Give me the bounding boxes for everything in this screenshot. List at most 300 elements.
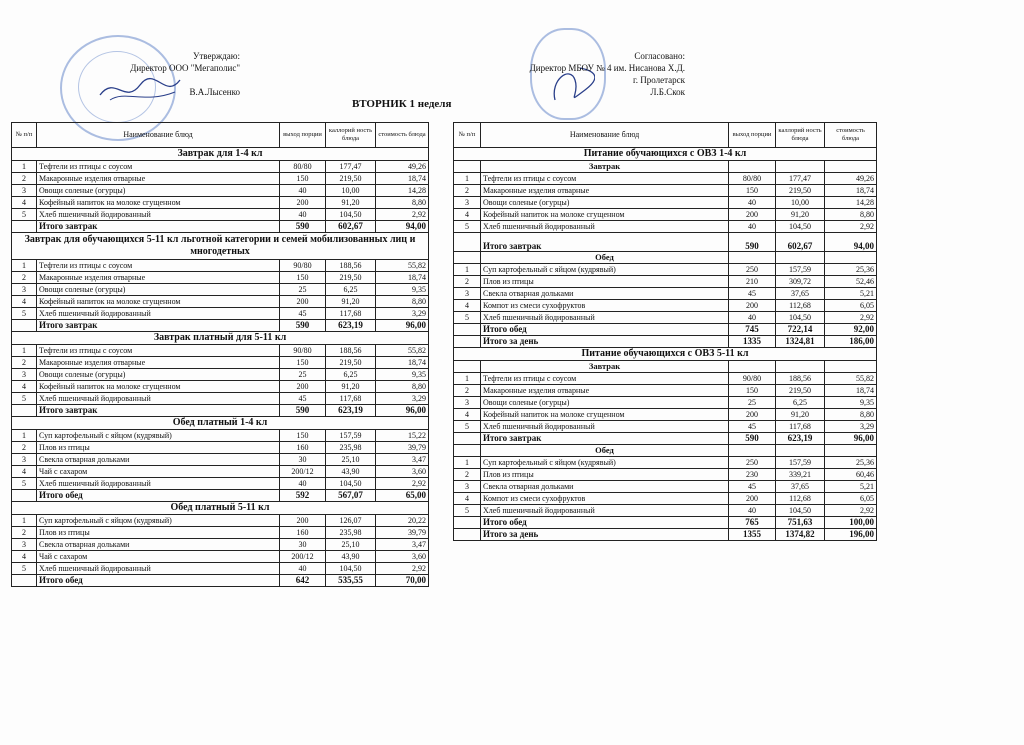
portion: 45	[729, 421, 776, 433]
table-row	[12, 209, 429, 221]
table-row	[12, 430, 429, 442]
cost: 3,29	[825, 421, 877, 433]
dish-name: Плов из птицы	[481, 276, 729, 288]
dish-name: Хлеб пшеничный йодированный	[37, 478, 280, 490]
row-num: 5	[12, 308, 37, 320]
table-row	[12, 381, 429, 393]
total-row	[12, 490, 429, 502]
table-row	[454, 397, 877, 409]
calories: 309,72	[776, 276, 825, 288]
calories: 339,21	[776, 469, 825, 481]
portion: 25	[280, 369, 326, 381]
section-title: Питание обучающихся с ОВЗ 5-11 кл	[454, 348, 877, 361]
calories: 112,68	[776, 300, 825, 312]
table-row	[454, 457, 877, 469]
calories: 219,50	[326, 272, 376, 284]
row-num: 1	[454, 373, 481, 385]
table-row	[12, 345, 429, 357]
table-row	[12, 173, 429, 185]
calories: 177,47	[776, 173, 825, 185]
table-row	[12, 539, 429, 551]
cost: 18,74	[376, 272, 429, 284]
dish-name: Компот из смеси сухофруктов	[481, 300, 729, 312]
cost: 60,46	[825, 469, 877, 481]
table-row	[12, 454, 429, 466]
approval-label: Утверждаю:	[192, 51, 240, 61]
cost: 18,74	[825, 385, 877, 397]
row-num: 3	[12, 454, 37, 466]
portion: 45	[280, 393, 326, 405]
dish-name: Овощи соленые (огурцы)	[37, 185, 280, 197]
calories: 6,25	[326, 369, 376, 381]
row-num: 4	[12, 466, 37, 478]
cost: 2,92	[376, 209, 429, 221]
section-title-row	[454, 148, 877, 161]
table-row	[454, 505, 877, 517]
portion: 160	[280, 527, 326, 539]
total-cost: 94,00	[376, 221, 429, 233]
portion: 45	[729, 481, 776, 493]
portion: 40	[280, 478, 326, 490]
dish-name: Чай с сахаром	[37, 551, 280, 563]
dish-name: Кофейный напиток на молоке сгущенном	[37, 197, 280, 209]
subsection-title: Завтрак	[481, 361, 729, 373]
table-header	[12, 123, 429, 148]
calories: 37,65	[776, 481, 825, 493]
row-num: 3	[12, 284, 37, 296]
table-row	[454, 409, 877, 421]
table-row	[12, 357, 429, 369]
table-row	[454, 373, 877, 385]
table-row	[454, 481, 877, 493]
dish-name: Овощи соленые (огурцы)	[481, 397, 729, 409]
table-row	[12, 296, 429, 308]
portion: 200	[280, 296, 326, 308]
portion: 210	[729, 276, 776, 288]
table-row	[12, 308, 429, 320]
total-portion: 590	[280, 221, 326, 233]
cost: 2,92	[825, 312, 877, 324]
table-row	[12, 197, 429, 209]
cost: 8,80	[825, 209, 877, 221]
total-label: Итого обед	[37, 490, 280, 502]
total-cost: 94,00	[825, 233, 877, 252]
calories: 43,90	[326, 466, 376, 478]
total-row	[12, 575, 429, 587]
approval-director: Директор ООО "Мегаполис"	[130, 63, 240, 73]
day-total-row	[454, 336, 877, 348]
cost: 15,22	[376, 430, 429, 442]
dish-name: Кофейный напиток на молоке сгущенном	[37, 296, 280, 308]
section-title: Завтрак платный для 5-11 кл	[12, 332, 429, 345]
table-row	[12, 527, 429, 539]
cost: 18,74	[376, 173, 429, 185]
subsection-row	[454, 361, 877, 373]
calories: 10,00	[776, 197, 825, 209]
portion: 90/80	[280, 345, 326, 357]
section-title-row	[12, 502, 429, 515]
calories: 6,25	[326, 284, 376, 296]
calories: 37,65	[776, 288, 825, 300]
total-portion: 592	[280, 490, 326, 502]
row-num: 5	[454, 421, 481, 433]
table-row	[454, 276, 877, 288]
col-out: выход порции	[729, 123, 776, 148]
table-row	[12, 272, 429, 284]
dish-name: Хлеб пшеничный йодированный	[37, 563, 280, 575]
row-num: 1	[454, 457, 481, 469]
cost: 39,79	[376, 527, 429, 539]
total-calories: 567,07	[326, 490, 376, 502]
calories: 91,20	[326, 296, 376, 308]
row-num: 3	[12, 185, 37, 197]
total-row	[12, 320, 429, 332]
cost: 49,26	[825, 173, 877, 185]
portion: 200	[729, 300, 776, 312]
total-portion: 765	[729, 517, 776, 529]
cost: 9,35	[825, 397, 877, 409]
table-row	[454, 185, 877, 197]
portion: 200/12	[280, 551, 326, 563]
dish-name: Кофейный напиток на молоке сгущенном	[37, 381, 280, 393]
calories: 91,20	[326, 381, 376, 393]
portion: 90/80	[729, 373, 776, 385]
dish-name: Макаронные изделия отварные	[481, 385, 729, 397]
col-cost: стоимость блюда	[825, 123, 877, 148]
row-num: 4	[12, 197, 37, 209]
table-row	[454, 173, 877, 185]
row-num: 2	[454, 276, 481, 288]
calories: 219,50	[776, 185, 825, 197]
cost: 6,05	[825, 300, 877, 312]
table-row	[12, 515, 429, 527]
calories: 157,59	[776, 264, 825, 276]
table-row	[454, 312, 877, 324]
calories: 25,10	[326, 454, 376, 466]
row-num: 4	[12, 551, 37, 563]
day-total-row	[454, 529, 877, 541]
portion: 45	[729, 288, 776, 300]
total-calories: 1324,81	[776, 336, 825, 348]
row-num: 3	[454, 288, 481, 300]
agreement-city: г. Пролетарск	[633, 75, 685, 85]
total-cost: 96,00	[376, 405, 429, 417]
total-calories: 623,19	[326, 320, 376, 332]
row-num: 2	[12, 527, 37, 539]
dish-name: Макаронные изделия отварные	[481, 185, 729, 197]
table-row	[454, 197, 877, 209]
dish-name: Суп картофельный с яйцом (кудрявый)	[37, 430, 280, 442]
total-cost: 100,00	[825, 517, 877, 529]
col-cal: каллорий ность блюда	[326, 123, 376, 148]
total-label: Итого за день	[481, 529, 729, 541]
cost: 14,28	[825, 197, 877, 209]
menu-table-right	[453, 122, 877, 541]
table-row	[12, 260, 429, 272]
cost: 55,82	[825, 373, 877, 385]
portion: 250	[729, 457, 776, 469]
section-title: Обед платный 1-4 кл	[12, 417, 429, 430]
row-num: 2	[12, 173, 37, 185]
total-calories: 623,19	[776, 433, 825, 445]
row-num: 5	[454, 312, 481, 324]
calories: 10,00	[326, 185, 376, 197]
row-num: 5	[12, 563, 37, 575]
row-num: 1	[12, 345, 37, 357]
calories: 188,56	[776, 373, 825, 385]
portion: 150	[280, 357, 326, 369]
row-num: 3	[454, 397, 481, 409]
dish-name: Хлеб пшеничный йодированный	[37, 393, 280, 405]
row-num: 2	[454, 385, 481, 397]
dish-name: Плов из птицы	[37, 442, 280, 454]
portion: 40	[280, 209, 326, 221]
total-label: Итого завтрак	[37, 405, 280, 417]
total-cost: 92,00	[825, 324, 877, 336]
dish-name: Тефтели из птицы с соусом	[37, 161, 280, 173]
calories: 188,56	[326, 345, 376, 357]
row-num: 5	[454, 505, 481, 517]
cost: 3,60	[376, 551, 429, 563]
total-portion: 590	[729, 233, 776, 252]
total-row	[454, 433, 877, 445]
table-row	[454, 385, 877, 397]
calories: 25,10	[326, 539, 376, 551]
section-title: Обед платный 5-11 кл	[12, 502, 429, 515]
table-row	[12, 393, 429, 405]
calories: 157,59	[326, 430, 376, 442]
total-portion: 590	[280, 405, 326, 417]
cost: 18,74	[825, 185, 877, 197]
dish-name: Суп картофельный с яйцом (кудрявый)	[481, 457, 729, 469]
table-row	[12, 478, 429, 490]
total-label: Итого завтрак	[481, 233, 729, 252]
calories: 104,50	[326, 478, 376, 490]
portion: 160	[280, 442, 326, 454]
calories: 6,25	[776, 397, 825, 409]
cost: 3,60	[376, 466, 429, 478]
row-num: 1	[12, 430, 37, 442]
calories: 104,50	[326, 563, 376, 575]
table-row	[454, 300, 877, 312]
section-title-row	[454, 348, 877, 361]
total-label: Итого завтрак	[481, 433, 729, 445]
total-label: Итого за день	[481, 336, 729, 348]
table-row	[454, 221, 877, 233]
approval-block	[90, 50, 240, 98]
dish-name: Хлеб пшеничный йодированный	[37, 308, 280, 320]
total-calories: 602,67	[776, 233, 825, 252]
table-row	[454, 469, 877, 481]
dish-name: Макаронные изделия отварные	[37, 173, 280, 185]
total-row	[454, 517, 877, 529]
section-title-row	[12, 148, 429, 161]
calories: 104,50	[326, 209, 376, 221]
row-num: 2	[12, 272, 37, 284]
total-row	[12, 405, 429, 417]
row-num: 1	[12, 515, 37, 527]
dish-name: Тефтели из птицы с соусом	[37, 260, 280, 272]
total-calories: 623,19	[326, 405, 376, 417]
col-name: Наименование блюд	[37, 123, 280, 148]
calories: 235,98	[326, 527, 376, 539]
dish-name: Овощи соленые (огурцы)	[37, 369, 280, 381]
dish-name: Свекла отварная дольками	[481, 288, 729, 300]
col-cal: каллорий ность блюда	[776, 123, 825, 148]
portion: 40	[729, 312, 776, 324]
dish-name: Хлеб пшеничный йодированный	[481, 312, 729, 324]
cost: 2,92	[825, 221, 877, 233]
total-label: Итого завтрак	[37, 221, 280, 233]
row-num: 2	[454, 185, 481, 197]
calories: 43,90	[326, 551, 376, 563]
row-num: 4	[454, 409, 481, 421]
cost: 20,22	[376, 515, 429, 527]
calories: 219,50	[776, 385, 825, 397]
cost: 8,80	[376, 381, 429, 393]
row-num: 2	[12, 357, 37, 369]
agreement-director: Директор МБОУ № 4 им. Нисанова Х.Д.	[529, 63, 685, 73]
calories: 157,59	[776, 457, 825, 469]
total-portion: 590	[280, 320, 326, 332]
row-num: 2	[454, 469, 481, 481]
cost: 49,26	[376, 161, 429, 173]
cost: 14,28	[376, 185, 429, 197]
calories: 188,56	[326, 260, 376, 272]
total-portion: 1355	[729, 529, 776, 541]
dish-name: Кофейный напиток на молоке сгущенном	[481, 409, 729, 421]
cost: 9,35	[376, 284, 429, 296]
cost: 3,47	[376, 539, 429, 551]
calories: 219,50	[326, 357, 376, 369]
dish-name: Плов из птицы	[37, 527, 280, 539]
calories: 104,50	[776, 505, 825, 517]
dish-name: Тефтели из птицы с соусом	[37, 345, 280, 357]
portion: 40	[729, 505, 776, 517]
portion: 200	[280, 381, 326, 393]
calories: 117,68	[326, 308, 376, 320]
portion: 200	[280, 197, 326, 209]
cost: 55,82	[376, 260, 429, 272]
calories: 177,47	[326, 161, 376, 173]
total-portion: 590	[729, 433, 776, 445]
dish-name: Свекла отварная дольками	[481, 481, 729, 493]
calories: 117,68	[776, 421, 825, 433]
calories: 219,50	[326, 173, 376, 185]
portion: 200	[729, 209, 776, 221]
total-cost: 65,00	[376, 490, 429, 502]
portion: 25	[729, 397, 776, 409]
cost: 55,82	[376, 345, 429, 357]
row-num: 4	[12, 381, 37, 393]
calories: 104,50	[776, 312, 825, 324]
calories: 235,98	[326, 442, 376, 454]
calories: 91,20	[326, 197, 376, 209]
row-num: 4	[454, 493, 481, 505]
col-cost: стоимость блюда	[376, 123, 429, 148]
row-num: 5	[12, 393, 37, 405]
subsection-title: Обед	[481, 252, 729, 264]
table-row	[12, 551, 429, 563]
dish-name: Макаронные изделия отварные	[37, 272, 280, 284]
subsection-title: Завтрак	[481, 161, 729, 173]
row-num: 1	[12, 161, 37, 173]
row-num: 4	[454, 300, 481, 312]
portion: 30	[280, 454, 326, 466]
cost: 2,92	[825, 505, 877, 517]
table-row	[12, 161, 429, 173]
section-title-row	[12, 233, 429, 260]
dish-name: Хлеб пшеничный йодированный	[481, 221, 729, 233]
subsection-row	[454, 445, 877, 457]
page-title: ВТОРНИК 1 неделя	[352, 98, 452, 110]
agreement-label: Согласовано:	[634, 51, 685, 61]
cost: 3,29	[376, 393, 429, 405]
calories: 126,07	[326, 515, 376, 527]
portion: 40	[280, 185, 326, 197]
section-title: Питание обучающихся с ОВЗ 1-4 кл	[454, 148, 877, 161]
dish-name: Чай с сахаром	[37, 466, 280, 478]
dish-name: Свекла отварная дольками	[37, 539, 280, 551]
cost: 3,29	[376, 308, 429, 320]
row-num: 5	[12, 478, 37, 490]
subsection-title: Обед	[481, 445, 729, 457]
portion: 150	[280, 272, 326, 284]
agreement-signer: Л.Б.Скок	[650, 87, 685, 97]
subsection-row	[454, 252, 877, 264]
cost: 8,80	[376, 197, 429, 209]
row-num: 3	[454, 197, 481, 209]
cost: 52,46	[825, 276, 877, 288]
row-num: 3	[454, 481, 481, 493]
portion: 30	[280, 539, 326, 551]
portion: 45	[280, 308, 326, 320]
portion: 250	[729, 264, 776, 276]
dish-name: Суп картофельный с яйцом (кудрявый)	[481, 264, 729, 276]
row-num: 2	[12, 442, 37, 454]
table-row	[12, 369, 429, 381]
cost: 2,92	[376, 478, 429, 490]
row-num: 5	[12, 209, 37, 221]
portion: 200	[729, 409, 776, 421]
approval-signer: В.А.Лысенко	[189, 87, 240, 97]
table-row	[12, 442, 429, 454]
row-num: 1	[454, 264, 481, 276]
table-row	[12, 466, 429, 478]
agreement-block	[505, 50, 685, 98]
calories: 112,68	[776, 493, 825, 505]
total-row	[12, 221, 429, 233]
calories: 91,20	[776, 409, 825, 421]
table-row	[454, 493, 877, 505]
dish-name: Суп картофельный с яйцом (кудрявый)	[37, 515, 280, 527]
portion: 40	[280, 563, 326, 575]
portion: 200/12	[280, 466, 326, 478]
dish-name: Плов из птицы	[481, 469, 729, 481]
table-row	[12, 284, 429, 296]
table-header	[454, 123, 877, 148]
dish-name: Овощи соленые (огурцы)	[37, 284, 280, 296]
calories: 117,68	[326, 393, 376, 405]
total-label: Итого обед	[481, 517, 729, 529]
total-calories: 602,67	[326, 221, 376, 233]
total-calories: 722,14	[776, 324, 825, 336]
cost: 2,92	[376, 563, 429, 575]
dish-name: Хлеб пшеничный йодированный	[481, 421, 729, 433]
calories: 91,20	[776, 209, 825, 221]
dish-name: Компот из смеси сухофруктов	[481, 493, 729, 505]
dish-name: Тефтели из птицы с соусом	[481, 173, 729, 185]
